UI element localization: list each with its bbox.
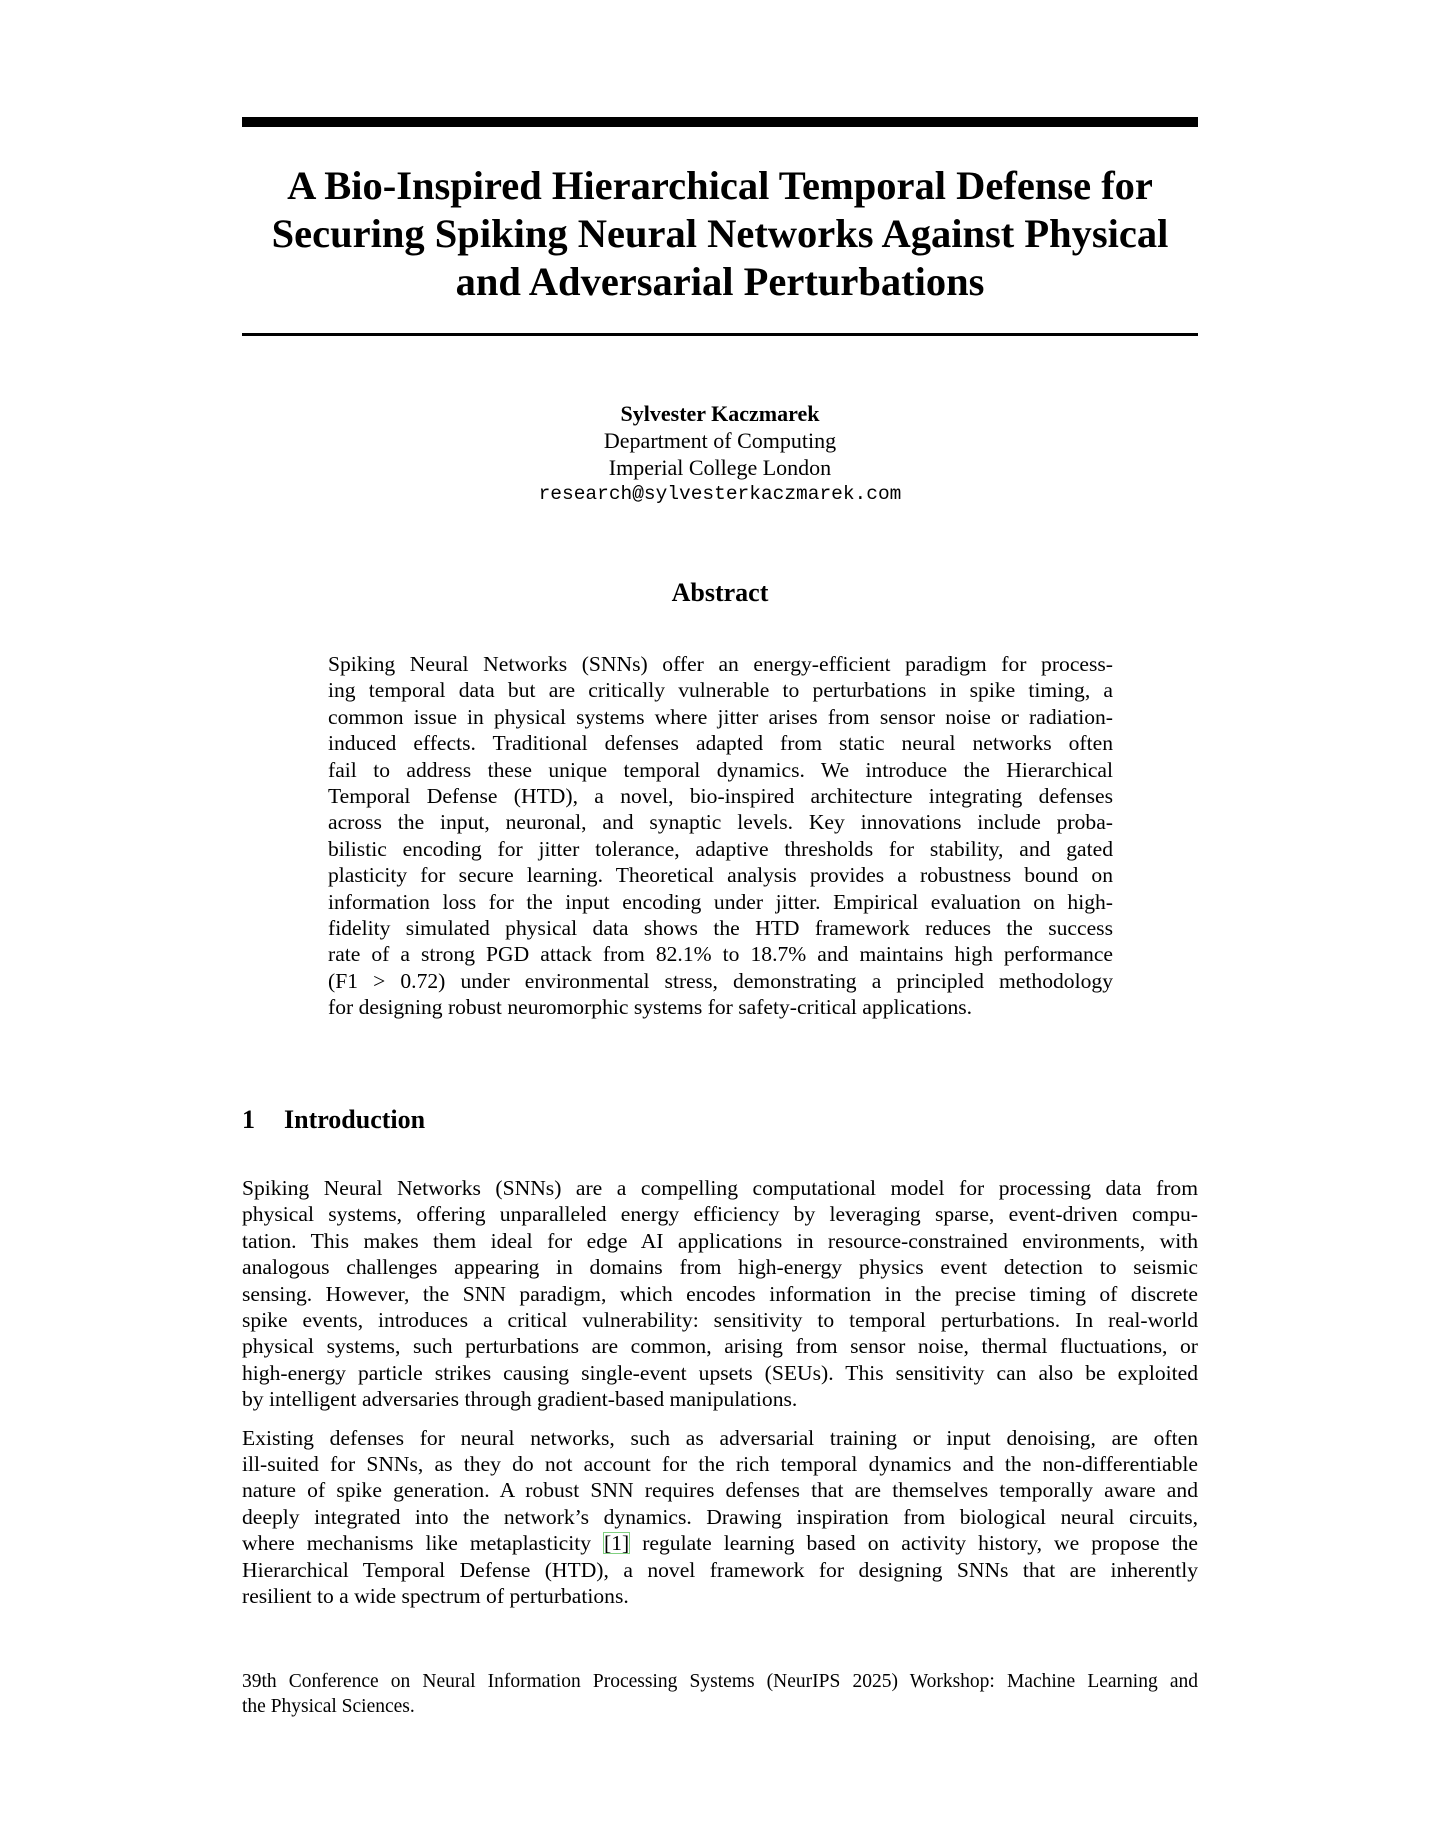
- intro-line: physical systems, offering unparalleled energy efficiency by leveraging sparse, event-driven compu-: [242, 1202, 1198, 1227]
- intro-line: tation. This makes them ideal for edge AI applications in resource-constrained environments, with: [242, 1228, 1198, 1253]
- abstract-line: Spiking Neural Networks (SNNs) offer an energy-efficient paradigm for process-: [328, 652, 1113, 676]
- paragraph-gap: [242, 1413, 1198, 1425]
- section-number: 1: [242, 1105, 255, 1134]
- author-email[interactable]: research@sylvesterkaczmarek.com: [538, 483, 902, 505]
- abstract-line: for designing robust neuromorphic systems for safety-critical applications.: [328, 995, 973, 1020]
- section-heading-introduction: [242, 1103, 1198, 1137]
- intro-line: high-energy particle strikes causing single-event upsets (SEUs). This sensitivity can also be exploited: [242, 1360, 1198, 1385]
- abstract-line: ing temporal data but are critically vulnerable to perturbations in spike timing, a: [328, 678, 1113, 703]
- author-block: [242, 400, 1198, 508]
- intro-line: resilient to a wide spectrum of perturbations.: [242, 1584, 629, 1609]
- footnote-line: the Physical Sciences.: [242, 1695, 415, 1717]
- abstract-line: plasticity for secure learning. Theoretical analysis provides a robustness bound on: [328, 863, 1113, 888]
- intro-line: sensing. However, the SNN paradigm, which encodes information in the precise timing of discrete: [242, 1281, 1198, 1306]
- intro-line: Spiking Neural Networks (SNNs) are a compelling computational model for processing data from: [242, 1176, 1198, 1200]
- citation-link[interactable]: [1]: [604, 1531, 630, 1556]
- intro-line: analogous challenges appearing in domains from high-energy physics event detection to seismic: [242, 1255, 1198, 1280]
- intro-line: spike events, introduces a critical vulnerability: sensitivity to temporal perturbations. In real-world: [242, 1308, 1198, 1333]
- author-institution: Imperial College London: [608, 455, 832, 480]
- intro-line: Hierarchical Temporal Defense (HTD), a novel framework for designing SNNs that are inherently: [242, 1557, 1198, 1582]
- intro-line-segment: regulate learning based on activity history, we propose the: [630, 1531, 1198, 1556]
- intro-line: by intelligent adversaries through gradient-based manipulations.: [242, 1387, 798, 1412]
- intro-line: nature of spike generation. A robust SNN requires defenses that are themselves temporally aware and: [242, 1478, 1198, 1503]
- author-department: Department of Computing: [603, 428, 837, 453]
- title-line: and Adversarial Perturbations: [455, 259, 985, 304]
- abstract-line: fail to address these unique temporal dynamics. We introduce the Hierarchical: [328, 757, 1113, 782]
- title-line: Securing Spiking Neural Networks Against Physical: [271, 211, 1169, 256]
- conference-footnote: [242, 1670, 1198, 1719]
- abstract-body: [328, 651, 1113, 1021]
- intro-line: Existing defenses for neural networks, such as adversarial training or input denoising, are often: [242, 1425, 1198, 1450]
- footnote-line: 39th Conference on Neural Information Processing Systems (NeurIPS 2025) Workshop: Machine Learning and: [242, 1671, 1198, 1692]
- intro-line-with-citation: [242, 1530, 1198, 1556]
- title-top-rule: [242, 117, 1198, 127]
- abstract-line: Temporal Defense (HTD), a novel, bio-inspired architecture integrating defenses: [328, 784, 1113, 809]
- introduction-body: [242, 1175, 1198, 1610]
- abstract-line: fidelity simulated physical data shows the HTD framework reduces the success: [328, 916, 1113, 941]
- abstract-line: across the input, neuronal, and synaptic levels. Key innovations include proba-: [328, 810, 1113, 835]
- abstract-line: common issue in physical systems where jitter arises from sensor noise or radiation-: [328, 704, 1113, 729]
- intro-line: deeply integrated into the network’s dynamics. Drawing inspiration from biological neural circuits,: [242, 1504, 1198, 1529]
- intro-paragraph-2: [242, 1425, 1198, 1610]
- title-line: A Bio-Inspired Hierarchical Temporal Defense for: [287, 163, 1153, 208]
- intro-line: physical systems, such perturbations are common, arising from sensor noise, thermal fluctuations, or: [242, 1334, 1198, 1359]
- section-title: Introduction: [284, 1105, 426, 1134]
- abstract-line: (F1 > 0.72) under environmental stress, demonstrating a principled methodology: [328, 968, 1113, 993]
- intro-paragraph-1: [242, 1175, 1198, 1413]
- abstract-line: information loss for the input encoding under jitter. Empirical evaluation on high-: [328, 889, 1113, 914]
- title-bottom-rule: [242, 333, 1198, 336]
- abstract-line: rate of a strong PGD attack from 82.1% to 18.7% and maintains high performance: [328, 942, 1113, 967]
- abstract-line: bilistic encoding for jitter tolerance, adaptive thresholds for stability, and gated: [328, 836, 1113, 861]
- paper-title: [242, 162, 1198, 306]
- author-name: Sylvester Kaczmarek: [620, 401, 820, 426]
- abstract-heading: Abstract: [671, 578, 769, 607]
- intro-line: ill-suited for SNNs, as they do not account for the rich temporal dynamics and the non-differentiable: [242, 1452, 1198, 1477]
- abstract-line: induced effects. Traditional defenses adapted from static neural networks often: [328, 731, 1113, 756]
- intro-line-segment: where mechanisms like metaplasticity: [242, 1531, 604, 1556]
